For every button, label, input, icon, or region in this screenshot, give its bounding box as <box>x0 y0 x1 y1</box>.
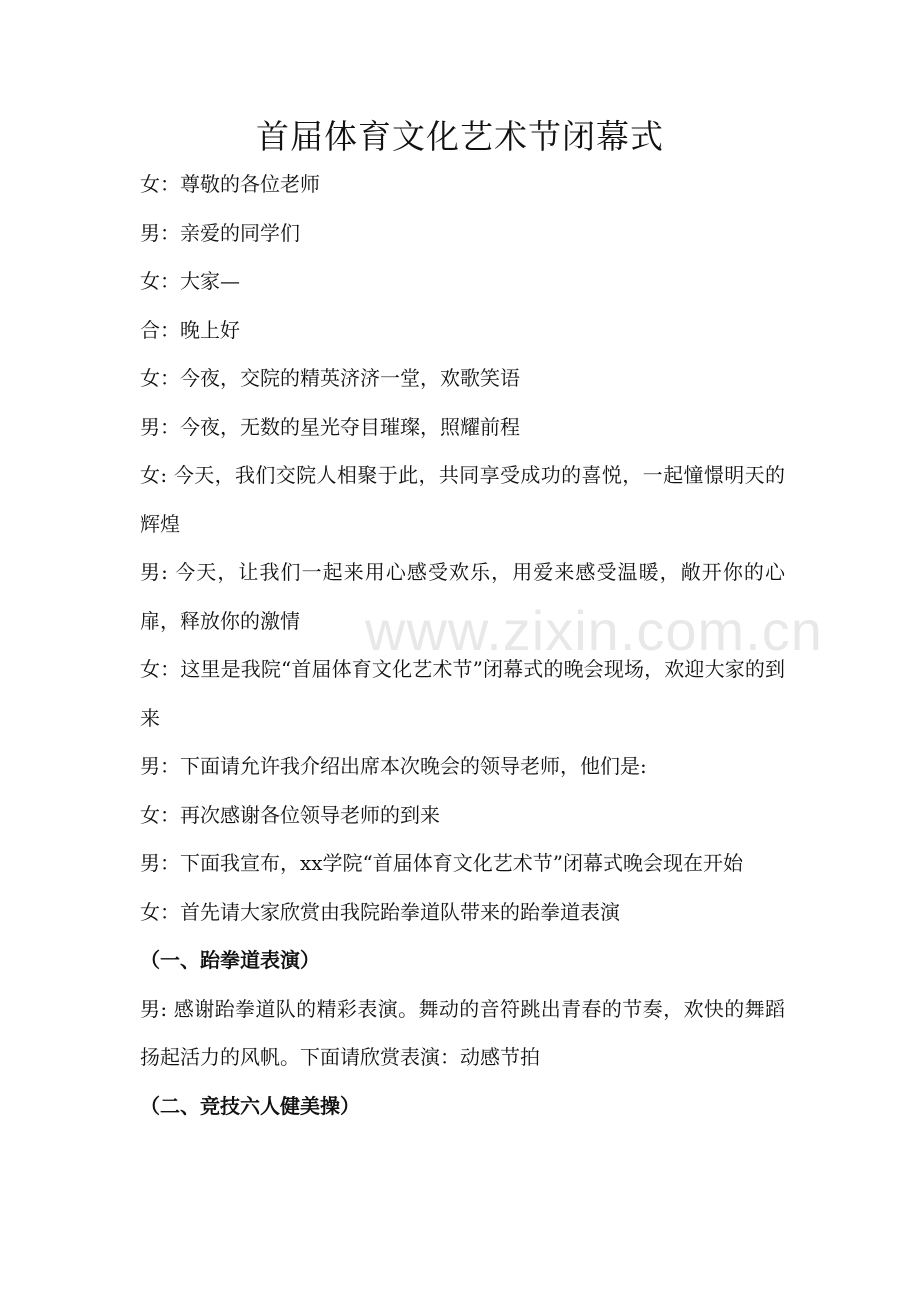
paragraph: 女：大家— <box>140 269 240 293</box>
paragraph: 男: 感谢跆拳道队的精彩表演。舞动的音符跳出青春的节奏，欢快的舞蹈扬起活力的风帆。下面请欣赏表演：动感节拍 <box>140 996 785 1069</box>
paragraph: 男：下面请允许我介绍出席本次晚会的领导老师，他们是: <box>140 754 647 778</box>
paragraph: 女：尊敬的各位老师 <box>140 172 320 196</box>
paragraph: 女：这里是我院“首届体育文化艺术节”闭幕式的晚会现场，欢迎大家的到来 <box>140 657 785 730</box>
paragraph: 女：今夜，交院的精英济济一堂，欢歌笑语 <box>140 366 520 390</box>
paragraph: 合：晚上好 <box>140 317 240 342</box>
document-title: 首届体育文化艺术节闭幕式 <box>256 117 664 156</box>
watermark: www.zixin.com.cn <box>365 599 823 662</box>
paragraph: 女：首先请大家欣赏由我院跆拳道队带来的跆拳道表演 <box>140 899 620 924</box>
section-heading: （二、竞技六人健美操） <box>140 1093 360 1118</box>
paragraph: 男: 今天，让我们一起来用心感受欢乐，用爱来感受温暖，敞开你的心扉，释放你的激情 <box>140 560 785 633</box>
paragraph: 女: 今天，我们交院人相聚于此，共同享受成功的喜悦，一起憧憬明天的辉煌 <box>140 463 785 536</box>
paragraph: 男：亲爱的同学们 <box>140 220 300 245</box>
section-heading: （一、跆拳道表演） <box>140 948 320 972</box>
paragraph: 男：今夜，无数的星光夺目璀璨，照耀前程 <box>140 414 520 439</box>
paragraph: 女：再次感谢各位领导老师的到来 <box>140 802 440 827</box>
paragraph: 男：下面我宣布，xx学院“首届体育文化艺术节”闭幕式晚会现在开始 <box>140 851 744 875</box>
